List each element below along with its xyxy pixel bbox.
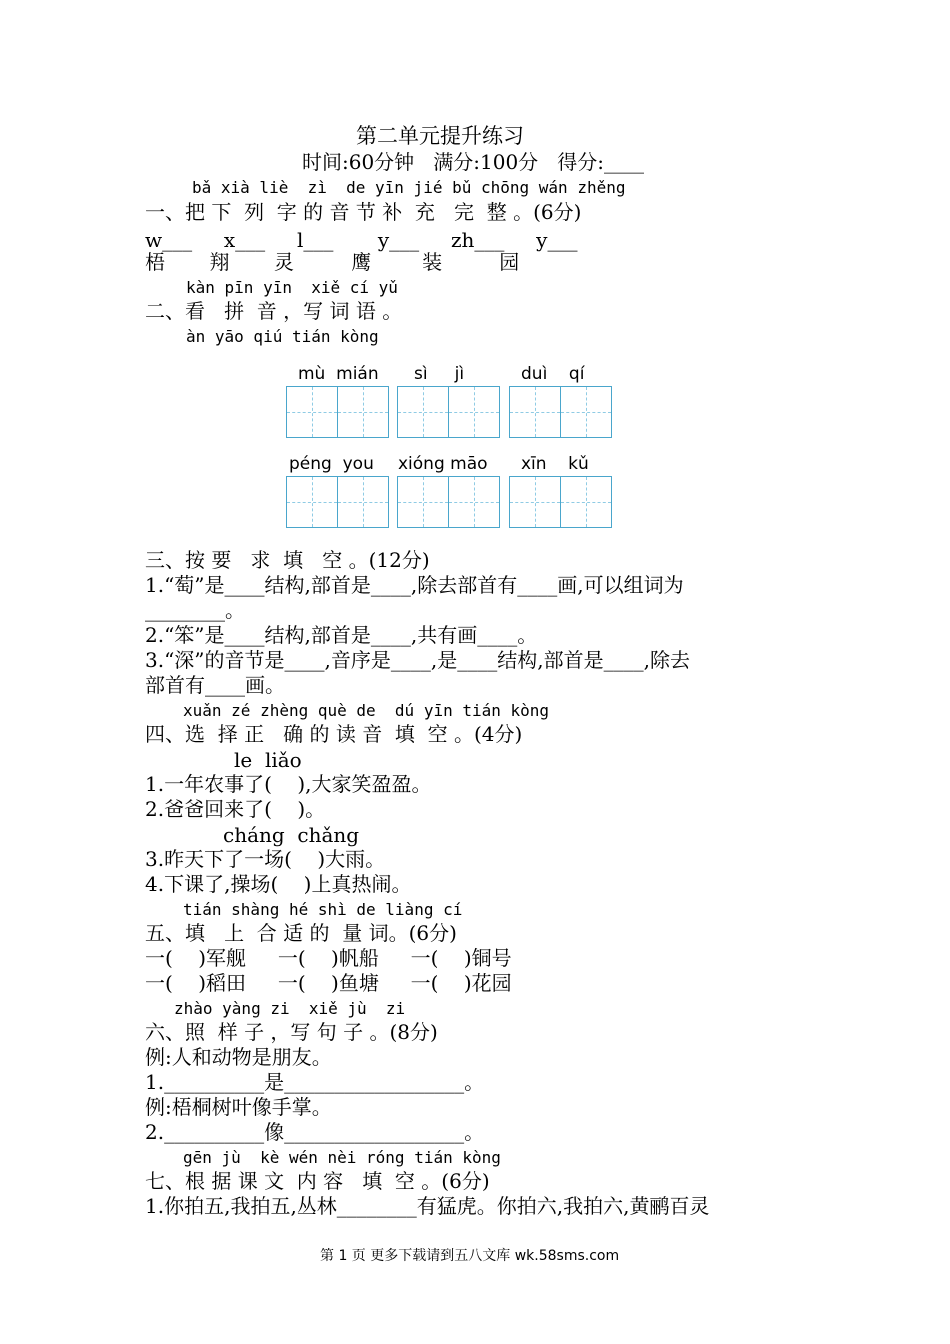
option-pinyin: cháng chǎng <box>223 823 360 847</box>
exam-info: 时间:60分钟 满分:100分 得分:____ <box>302 150 644 174</box>
question-line: 4.下课了,操场( )上真热闹。 <box>145 872 412 896</box>
option-pinyin: le liǎo <box>234 748 302 772</box>
box-pinyin: duì qí <box>521 364 585 384</box>
section5-pinyin: tián shàng hé shì de liàng cí <box>183 900 463 919</box>
box-pinyin: xīn kǔ <box>521 454 589 474</box>
section1-blanks: w___ x___ l___ y___ zh___ y___ <box>145 228 578 252</box>
answer-line: 1.__________是__________________。 <box>145 1070 485 1094</box>
writing-grid[interactable] <box>509 386 612 438</box>
question-line: 1.一年农事了( ),大家笑盈盈。 <box>145 772 432 796</box>
section2-heading: 二、看 拼 音 ，写 词 语 。 <box>145 299 403 323</box>
section6-pinyin: zhào yàng zi xiě jù zi <box>174 999 406 1018</box>
writing-grid[interactable] <box>509 476 612 528</box>
question-line: 3.“深”的音节是____,音序是____,是____结构,部首是____,除去 <box>145 648 690 672</box>
question-line: 部首有____画。 <box>145 673 285 697</box>
box-pinyin: mù mián <box>298 364 379 384</box>
question-line: 一( )稻田 一( )鱼塘 一( )花园 <box>145 971 512 995</box>
page-title: 第二单元提升练习 <box>356 124 524 148</box>
section1-pinyin: bǎ xià liè zì de yīn jié bǔ chōng wán zhěng <box>192 178 626 197</box>
section7-heading: 七、根 据 课 文 内 容 填 空 。(6分) <box>145 1169 490 1193</box>
page-footer: 第 1 页 更多下载请到五八文库 wk.58sms.com <box>320 1248 620 1264</box>
question-line: 2.爸爸回来了( )。 <box>145 797 326 821</box>
section1-heading: 一、把 下 列 字 的 音 节 补 充 完 整 。(6分) <box>145 200 582 224</box>
section4-heading: 四、选 择 正 确 的 读 音 填 空 。(4分) <box>145 722 523 746</box>
question-line: 一( )军舰 一( )帆船 一( )铜号 <box>145 946 512 970</box>
section2-pinyin: kàn pīn yīn xiě cí yǔ <box>186 278 398 297</box>
question-line: 1.你拍五,我拍五,丛林________有猛虎。你拍六,我拍六,黄鹂百灵 <box>145 1194 710 1218</box>
writing-grid[interactable] <box>397 386 500 438</box>
section4-pinyin: xuǎn zé zhèng què de dú yīn tián kòng <box>183 701 550 720</box>
section6-heading: 六、照 样 子 ，写 句 子 。(8分) <box>145 1020 438 1044</box>
box-pinyin: xióng māo <box>398 454 488 474</box>
section5-heading: 五、填 上 合 适 的 量 词。(6分) <box>145 921 457 945</box>
answer-line: 2.__________像__________________。 <box>145 1120 485 1144</box>
section1-chars: 梧 翔 灵 鹰 装 园 <box>145 250 520 274</box>
writing-grid[interactable] <box>397 476 500 528</box>
box-pinyin: sì jì <box>414 364 465 384</box>
writing-grid[interactable] <box>286 386 389 438</box>
question-line: ________。 <box>145 598 245 622</box>
section7-pinyin: gēn jù kè wén nèi róng tián kòng <box>183 1148 501 1167</box>
section3-heading: 三、按 要 求 填 空 。(12分) <box>145 548 430 572</box>
question-line: 1.“萄”是____结构,部首是____,除去部首有____画,可以组词为 <box>145 573 684 597</box>
example-line: 例:人和动物是朋友。 <box>145 1045 332 1069</box>
writing-grid[interactable] <box>286 476 389 528</box>
section2-subpinyin: àn yāo qiú tián kòng <box>186 327 379 346</box>
example-line: 例:梧桐树叶像手掌。 <box>145 1095 332 1119</box>
question-line: 3.昨天下了一场( )大雨。 <box>145 847 386 871</box>
box-pinyin: péng you <box>289 454 374 474</box>
question-line: 2.“笨”是____结构,部首是____,共有画____。 <box>145 623 538 647</box>
